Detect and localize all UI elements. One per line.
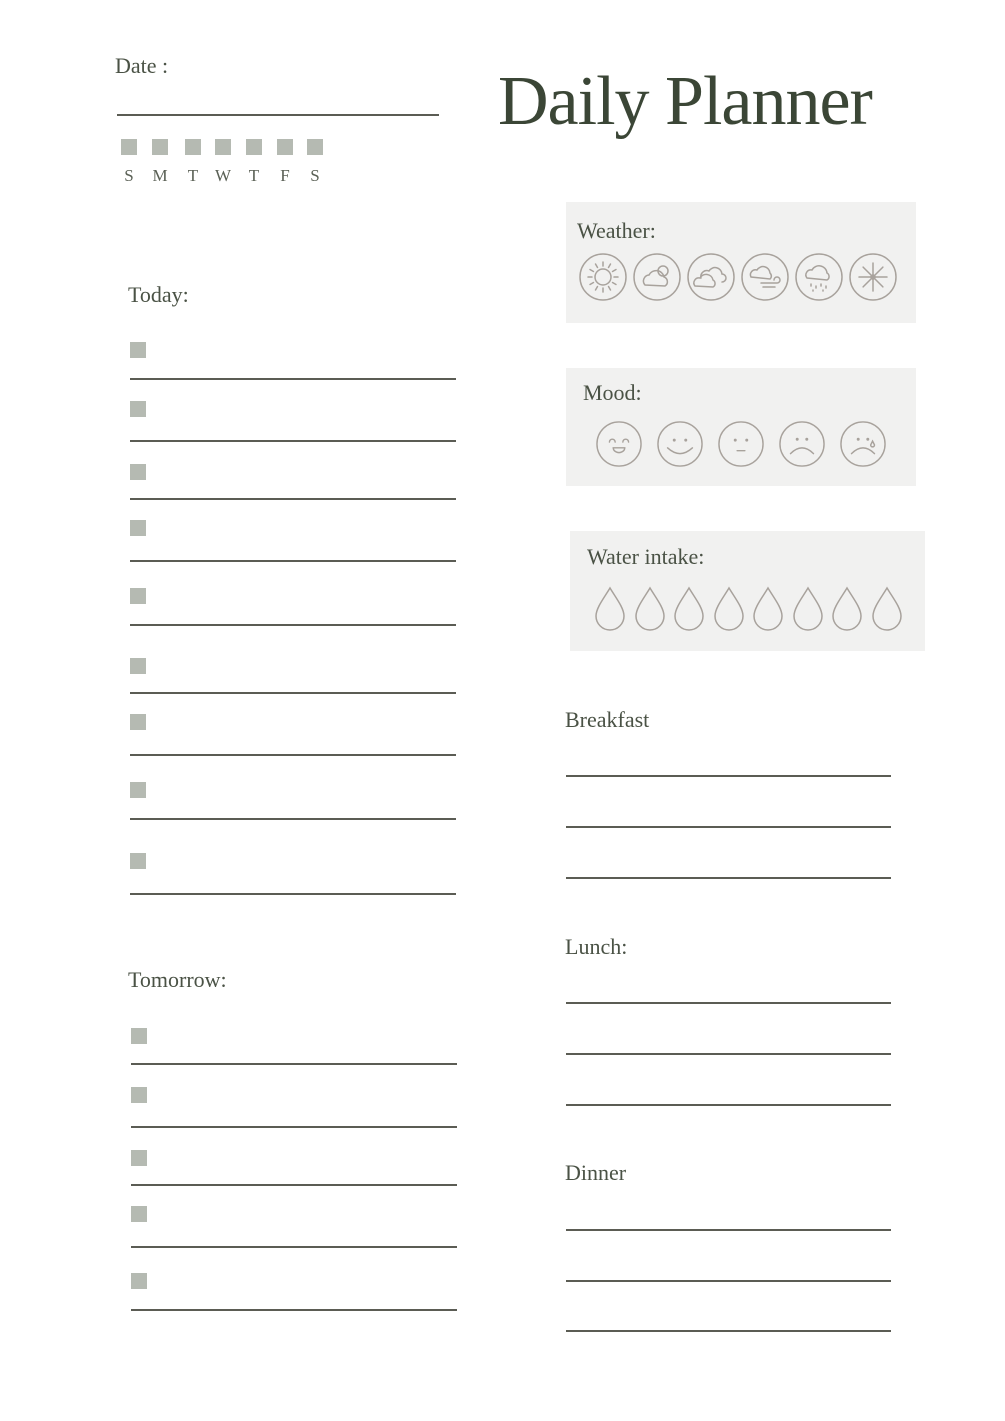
task-line[interactable] <box>130 560 456 562</box>
task-checkbox[interactable] <box>130 588 146 604</box>
water-drop-icon[interactable] <box>594 586 626 632</box>
task-checkbox[interactable] <box>130 342 146 358</box>
water-drop-icon[interactable] <box>831 586 863 632</box>
water-drop-icon[interactable] <box>752 586 784 632</box>
sad-face-icon[interactable] <box>779 421 825 467</box>
smiling-face-icon[interactable] <box>657 421 703 467</box>
neutral-face-icon[interactable] <box>718 421 764 467</box>
meal-line[interactable] <box>566 1104 891 1106</box>
sun-icon[interactable] <box>579 253 627 301</box>
water-drop-icon[interactable] <box>792 586 824 632</box>
task-checkbox[interactable] <box>130 520 146 536</box>
day-checkbox[interactable] <box>185 139 201 155</box>
task-line[interactable] <box>131 1184 457 1186</box>
page-title: Daily Planner <box>498 63 872 140</box>
task-line[interactable] <box>130 498 456 500</box>
task-checkbox[interactable] <box>130 401 146 417</box>
day-label: W <box>215 166 232 185</box>
task-line[interactable] <box>130 893 456 895</box>
day-label: F <box>280 166 290 185</box>
water-drop-icon[interactable] <box>871 586 903 632</box>
meal-line[interactable] <box>566 1002 891 1004</box>
day-checkbox[interactable] <box>307 139 323 155</box>
tomorrow-label: Tomorrow: <box>128 967 227 992</box>
task-checkbox[interactable] <box>131 1028 147 1044</box>
cloudy-icon[interactable] <box>687 253 735 301</box>
meal-line[interactable] <box>566 1280 891 1282</box>
day-label: S <box>310 166 320 185</box>
windy-icon[interactable] <box>741 253 789 301</box>
task-checkbox[interactable] <box>130 658 146 674</box>
rain-icon[interactable] <box>795 253 843 301</box>
task-line[interactable] <box>131 1309 457 1311</box>
day-checkbox[interactable] <box>246 139 262 155</box>
laughing-face-icon[interactable] <box>596 421 642 467</box>
day-label: S <box>124 166 134 185</box>
day-label: T <box>248 166 260 185</box>
meal-line[interactable] <box>566 1053 891 1055</box>
day-checkbox[interactable] <box>277 139 293 155</box>
task-checkbox[interactable] <box>130 464 146 480</box>
task-checkbox[interactable] <box>131 1087 147 1103</box>
task-checkbox[interactable] <box>131 1273 147 1289</box>
meal-line[interactable] <box>566 1229 891 1231</box>
meal-line[interactable] <box>566 775 891 777</box>
task-line[interactable] <box>130 818 456 820</box>
task-line[interactable] <box>130 378 456 380</box>
water-drop-icon[interactable] <box>713 586 745 632</box>
task-line[interactable] <box>130 624 456 626</box>
water-label: Water intake: <box>587 544 705 569</box>
water-drop-icon[interactable] <box>673 586 705 632</box>
day-checkbox[interactable] <box>121 139 137 155</box>
task-line[interactable] <box>130 440 456 442</box>
day-label: T <box>187 166 199 185</box>
crying-face-icon[interactable] <box>840 421 886 467</box>
meal-line[interactable] <box>566 877 891 879</box>
task-line[interactable] <box>130 692 456 694</box>
dinner-label: Dinner <box>565 1160 627 1185</box>
task-line[interactable] <box>131 1246 457 1248</box>
meal-line[interactable] <box>566 1330 891 1332</box>
day-checkbox[interactable] <box>152 139 168 155</box>
task-checkbox[interactable] <box>130 853 146 869</box>
snow-icon[interactable] <box>849 253 897 301</box>
task-checkbox[interactable] <box>130 714 146 730</box>
task-checkbox[interactable] <box>130 782 146 798</box>
task-line[interactable] <box>131 1063 457 1065</box>
mood-label: Mood: <box>583 380 642 405</box>
meal-line[interactable] <box>566 826 891 828</box>
date-label: Date : <box>115 53 169 78</box>
task-checkbox[interactable] <box>131 1150 147 1166</box>
task-line[interactable] <box>131 1126 457 1128</box>
day-checkbox[interactable] <box>215 139 231 155</box>
date-field[interactable] <box>117 114 439 116</box>
partly-cloudy-icon[interactable] <box>633 253 681 301</box>
today-label: Today: <box>128 282 189 307</box>
task-line[interactable] <box>130 754 456 756</box>
water-drop-icon[interactable] <box>634 586 666 632</box>
lunch-label: Lunch: <box>565 934 628 959</box>
breakfast-label: Breakfast <box>565 707 650 732</box>
task-checkbox[interactable] <box>131 1206 147 1222</box>
day-label: M <box>152 166 168 185</box>
weather-label: Weather: <box>577 218 656 243</box>
